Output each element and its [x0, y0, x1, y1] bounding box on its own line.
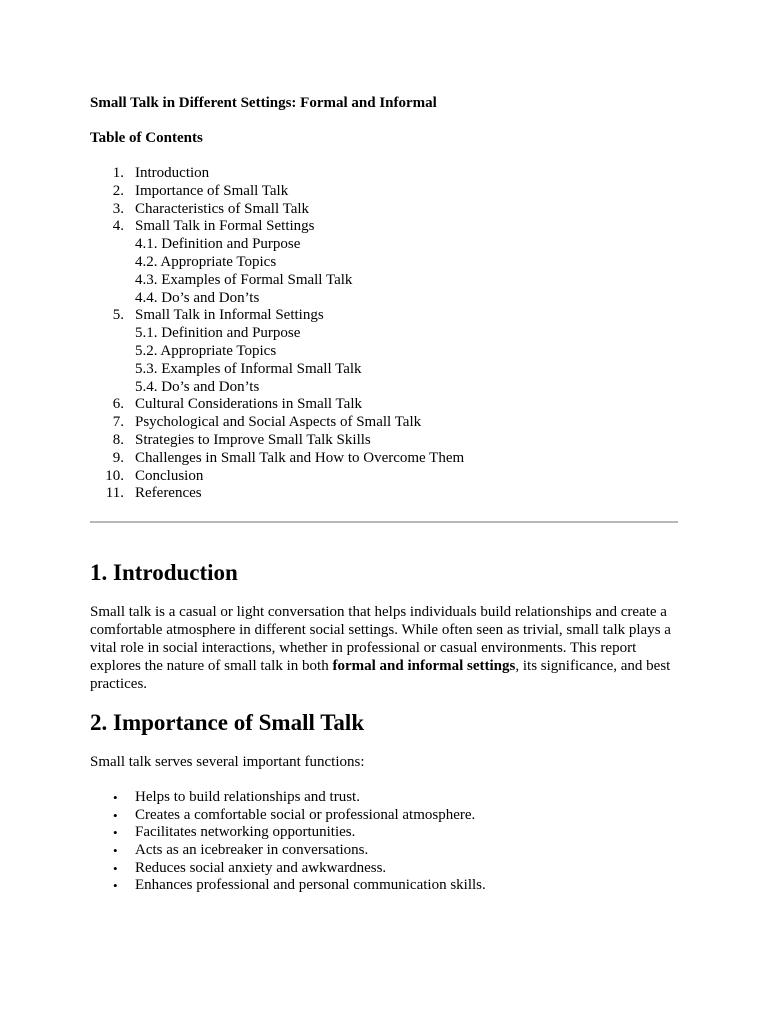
section-heading-importance: 2. Importance of Small Talk — [90, 710, 365, 736]
toc-item — [90, 468, 678, 486]
toc-item-label: Characteristics of Small Talk — [135, 200, 310, 217]
toc-item-label: References — [135, 485, 202, 502]
toc-item-label: Psychological and Social Aspects of Small Talk — [135, 414, 422, 431]
document-page — [90, 94, 678, 895]
importance-intro: Small talk serves several important functions: — [90, 754, 365, 771]
bullet-text: Facilitates networking opportunities. — [135, 824, 356, 841]
section-divider — [90, 521, 678, 523]
bullet-dot-icon: • — [113, 842, 118, 858]
bullet-dot-icon: • — [113, 807, 118, 823]
toc-item-number: 1. — [112, 165, 124, 181]
introduction-text-start: Small talk is a casual or light conversation that helps individuals build relationships and create a comfortable atmosphere in different social settings. While often seen as trivial, small talk plays a vital role in social interactions, whether in professional or casual environments. This report explores the nature of small talk in both — [90, 604, 671, 675]
introduction-text-bold: formal and informal settings — [332, 658, 516, 675]
toc-item — [90, 183, 678, 201]
toc-item-label: Challenges in Small Talk and How to Overcome Them — [135, 449, 465, 466]
toc-item — [90, 432, 678, 450]
bullet-text: Reduces social anxiety and awkwardness. — [135, 859, 387, 876]
toc-item — [90, 165, 678, 183]
toc-item-label: Small Talk in Formal Settings — [135, 218, 315, 235]
toc-item — [90, 414, 678, 432]
toc-sublist — [135, 236, 678, 307]
bullet-item — [90, 807, 678, 825]
toc-item — [90, 396, 678, 414]
toc-item-number: 2. — [112, 182, 124, 199]
toc-item-label: Cultural Considerations in Small Talk — [135, 396, 362, 413]
toc-item-number: 10. — [105, 467, 124, 484]
toc-item — [90, 307, 678, 396]
bullet-dot-icon: • — [113, 790, 118, 806]
toc-subitem: 4.3. Examples of Formal Small Talk — [135, 271, 353, 288]
toc-item-label: Small Talk in Informal Settings — [135, 307, 324, 324]
toc-subitem: 4.4. Do’s and Don’ts — [135, 289, 260, 306]
toc-item-number: 3. — [112, 200, 124, 217]
toc-subitem: 5.3. Examples of Informal Small Talk — [135, 360, 362, 377]
toc-subitem: 4.2. Appropriate Topics — [135, 253, 277, 270]
toc-subitem: 5.1. Definition and Purpose — [135, 325, 301, 342]
toc-subitem: 4.1. Definition and Purpose — [135, 236, 301, 253]
bullet-dot-icon: • — [113, 878, 118, 894]
toc-item-label: Introduction — [135, 165, 210, 181]
bullet-dot-icon: • — [113, 860, 118, 876]
toc-heading: Table of Contents — [90, 130, 203, 146]
toc-item-number: 4. — [112, 218, 124, 235]
bullet-text: Helps to build relationships and trust. — [135, 789, 360, 806]
toc-subitem: 5.4. Do’s and Don’ts — [135, 378, 260, 395]
bullet-item — [90, 877, 678, 895]
toc-item-label: Conclusion — [135, 467, 204, 484]
bullet-item — [90, 789, 678, 807]
toc-item — [90, 450, 678, 468]
toc-sublist — [135, 325, 678, 396]
toc-item-label: Strategies to Improve Small Talk Skills — [135, 431, 371, 448]
bullet-item — [90, 842, 678, 860]
toc-item-number: 9. — [112, 449, 124, 466]
toc-item-number: 6. — [112, 396, 124, 413]
toc-item — [90, 218, 678, 307]
introduction-text-end: , its significance, and best practices. — [90, 658, 671, 693]
section-heading-introduction: 1. Introduction — [90, 560, 238, 586]
bullet-text: Enhances professional and personal communication skills. — [135, 877, 486, 894]
toc-item-number: 11. — [105, 485, 124, 502]
toc-item-number: 5. — [112, 307, 124, 324]
introduction-paragraph — [90, 603, 678, 693]
bullet-dot-icon: • — [113, 825, 118, 841]
toc-item-label: Importance of Small Talk — [135, 182, 289, 199]
bullet-text: Acts as an icebreaker in conversations. — [135, 841, 369, 858]
importance-bullet-list — [90, 789, 678, 895]
toc-item-number: 8. — [112, 431, 124, 448]
toc-item — [90, 201, 678, 219]
bullet-item — [90, 860, 678, 878]
bullet-text: Creates a comfortable social or professional atmosphere. — [135, 806, 476, 823]
toc-subitem: 5.2. Appropriate Topics — [135, 342, 277, 359]
document-title: Small Talk in Different Settings: Formal and Informal — [90, 95, 437, 111]
toc-item-number: 7. — [112, 414, 124, 431]
bullet-item — [90, 824, 678, 842]
table-of-contents — [90, 165, 678, 503]
toc-item — [90, 485, 678, 503]
